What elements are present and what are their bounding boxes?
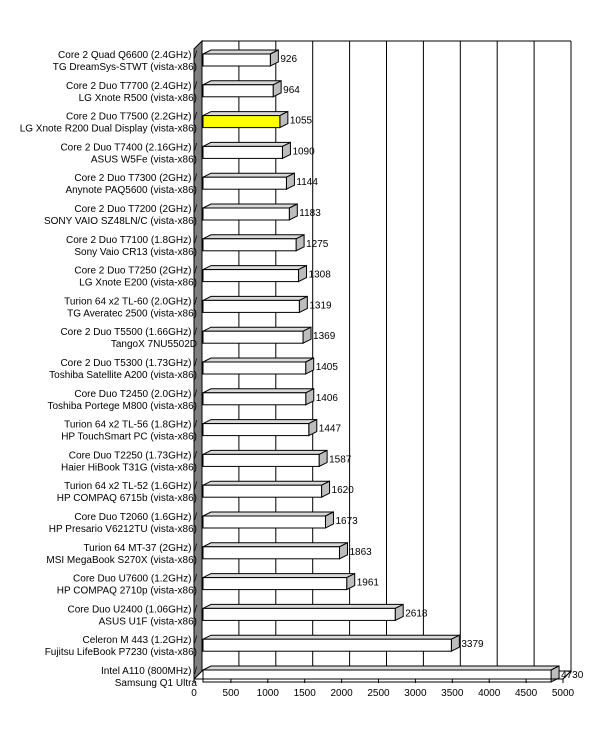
category-label-line2: ASUS U1F (vista-x86) bbox=[98, 616, 197, 628]
category-label-line2: Haier HiBook T31G (vista-x86) bbox=[61, 462, 197, 474]
category-label-line1: Celeron M 443 (1.2GHz) / bbox=[82, 635, 197, 647]
category-label-line1: Core 2 Duo T7250 (2GHz) / bbox=[74, 265, 197, 277]
category-label-line2: LG Xnote R200 Dual Display (vista-x86) bbox=[19, 123, 197, 135]
x-tick-label: 2000 bbox=[330, 688, 353, 699]
category-label-line2: HP Presario V6212TU (vista-x86) bbox=[48, 524, 197, 535]
bar bbox=[203, 485, 322, 497]
bar-top-face bbox=[203, 420, 317, 424]
value-label: 1275 bbox=[306, 238, 329, 250]
bar bbox=[203, 393, 306, 405]
bar bbox=[203, 54, 270, 66]
bar-top-face bbox=[203, 235, 304, 239]
bar-top-face bbox=[203, 81, 281, 85]
category-label-line2: TG Averatec 2500 (vista-x86) bbox=[67, 308, 197, 320]
category-label-line2: HP TouchSmart PC (vista-x86) bbox=[61, 431, 197, 443]
category-label-line1: Core 2 Duo T5300 (1.73GHz) / bbox=[60, 358, 197, 369]
category-labels bbox=[20, 50, 198, 689]
x-tick-label: 1000 bbox=[256, 688, 279, 699]
bar bbox=[203, 516, 325, 528]
category-label-line1: Core 2 Duo T7400 (2.16GHz) / bbox=[60, 142, 197, 154]
bar-top-face bbox=[203, 358, 314, 362]
bar-top-face bbox=[203, 142, 290, 146]
bar-top-face bbox=[203, 666, 559, 670]
bar bbox=[203, 239, 296, 251]
category-label-line1: Core 2 Duo T7300 (2GHz) / bbox=[74, 173, 197, 185]
bar-top-face bbox=[203, 389, 314, 393]
bar-top-face bbox=[203, 543, 347, 547]
x-tick-label: 0 bbox=[191, 688, 197, 699]
category-label-line2: Toshiba Portege M800 (vista-x86) bbox=[47, 400, 197, 412]
bar-top-face bbox=[203, 635, 459, 639]
category-label-line1: Core 2 Duo T7100 (1.8GHz) / bbox=[66, 234, 197, 246]
x-tick-label: 4000 bbox=[478, 688, 501, 699]
category-label-line1: Core 2 Duo T7200 (2GHz) / bbox=[74, 204, 197, 215]
value-label: 1308 bbox=[308, 269, 331, 281]
category-label-line2: LG Xnote E200 (vista-x86) bbox=[79, 277, 197, 289]
bar-top-face bbox=[203, 50, 278, 54]
bar bbox=[203, 300, 299, 312]
value-label: 1144 bbox=[296, 177, 318, 189]
x-tick-label: 500 bbox=[222, 688, 240, 699]
bar bbox=[203, 670, 551, 682]
category-label-line2: Fujitsu LifeBook P7230 (vista-x86) bbox=[44, 647, 197, 659]
category-label-line2: Sony Vaio CR13 (vista-x86) bbox=[74, 246, 197, 258]
value-label: 964 bbox=[283, 84, 300, 96]
x-tick-label: 1500 bbox=[293, 688, 316, 699]
bar bbox=[203, 424, 309, 436]
category-label-line2: MSI MegaBook S270X (vista-x86) bbox=[46, 554, 197, 566]
category-label-line2: LG Xnote R500 (vista-x86) bbox=[78, 92, 197, 104]
category-label-line2: ASUS W5Fe (vista-x86) bbox=[90, 154, 197, 166]
value-label: 1863 bbox=[349, 546, 372, 558]
bar bbox=[203, 270, 299, 282]
category-label-line1: Turion 64 x2 TL-56 (1.8GHz) / bbox=[64, 419, 197, 431]
category-label-line1: Turion 64 x2 TL-52 (1.6GHz) / bbox=[64, 481, 197, 493]
bar-top-face bbox=[203, 327, 311, 331]
category-label-line1: Core 2 Duo T7700 (2.4GHz) / bbox=[66, 80, 197, 92]
bar-top-face bbox=[203, 574, 355, 578]
value-label: 926 bbox=[280, 54, 298, 65]
category-label-line1: Core Duo T2060 (1.6GHz) / bbox=[74, 512, 197, 523]
bar-top-face bbox=[203, 204, 297, 208]
category-label-line2: TG DreamSys-STWT (vista-x86) bbox=[52, 62, 197, 73]
value-label: 1406 bbox=[315, 392, 339, 404]
value-label: 1620 bbox=[331, 485, 354, 497]
bar bbox=[203, 608, 395, 620]
value-label: 1055 bbox=[289, 115, 313, 127]
value-label: 2618 bbox=[405, 608, 428, 620]
category-label-line1: Core 2 Duo T5500 (1.66GHz) / bbox=[60, 327, 197, 339]
bar-top-face bbox=[203, 266, 307, 270]
bar-highlighted bbox=[203, 116, 280, 128]
category-label-line2: Samsung Q1 Ultra bbox=[114, 678, 197, 689]
value-label: 1961 bbox=[356, 577, 379, 589]
bar bbox=[203, 362, 306, 374]
bar bbox=[203, 547, 339, 559]
x-tick-label: 4500 bbox=[514, 688, 538, 699]
x-tick-label: 3500 bbox=[441, 688, 464, 699]
category-label-line2: HP COMPAQ 6715b (vista-x86) bbox=[56, 493, 197, 505]
category-label-line1: Turion 64 x2 TL-60 (2.0GHz) / bbox=[64, 296, 197, 308]
bar-top-face bbox=[203, 512, 333, 516]
x-tick-label: 3000 bbox=[404, 688, 427, 699]
value-label: 1183 bbox=[299, 208, 321, 219]
bar bbox=[203, 331, 303, 343]
category-label-line1: Core Duo U7600 (1.2GHz) / bbox=[73, 573, 197, 585]
bar-top-face bbox=[203, 173, 294, 177]
bar bbox=[203, 578, 347, 590]
x-tick-label: 2500 bbox=[367, 688, 390, 699]
category-label-line1: Turion 64 MT-37 (2GHz) / bbox=[83, 542, 197, 554]
category-label-line1: Intel A110 (800MHz) / bbox=[101, 666, 197, 677]
category-label-line1: Core Duo T2450 (2.0GHz) / bbox=[74, 388, 197, 400]
bar-top-face bbox=[203, 450, 327, 454]
bar-top-face bbox=[203, 296, 307, 300]
bar-top-face bbox=[203, 112, 288, 116]
value-label: 1319 bbox=[309, 300, 332, 312]
category-label-line1: Core Duo U2400 (1.06GHz) / bbox=[67, 604, 197, 616]
bar bbox=[203, 639, 451, 651]
bar bbox=[203, 454, 319, 466]
value-label: 1405 bbox=[315, 362, 338, 373]
bars bbox=[203, 50, 559, 682]
bar bbox=[203, 208, 289, 220]
value-label: 3379 bbox=[461, 639, 484, 651]
bar-top-face bbox=[203, 604, 403, 608]
value-label: 4730 bbox=[561, 670, 584, 681]
category-label-line1: Core Duo T2250 (1.73GHz) / bbox=[68, 450, 197, 462]
value-label: 1369 bbox=[313, 331, 336, 343]
category-label-line1: Core 2 Quad Q6600 (2.4GHz) / bbox=[58, 50, 197, 61]
value-label: 1587 bbox=[329, 454, 352, 466]
category-label-line2: Toshiba Satellite A200 (vista-x86) bbox=[49, 370, 197, 381]
bar bbox=[203, 177, 286, 189]
category-label-line2: TangoX 7NU5502D bbox=[110, 339, 197, 351]
bar bbox=[203, 146, 282, 158]
category-label-line2: HP COMPAQ 2710p (vista-x86) bbox=[56, 585, 197, 597]
category-label-line2: Anynote PAQ5600 (vista-x86) bbox=[65, 185, 197, 197]
x-tick-label: 5000 bbox=[551, 688, 575, 699]
value-label: 1673 bbox=[335, 516, 358, 527]
category-label-line2: SONY VAIO SZ48LN/C (vista-x86) bbox=[43, 216, 197, 227]
bar-top-face bbox=[203, 481, 330, 485]
value-label: 1090 bbox=[292, 146, 315, 158]
value-label: 1447 bbox=[318, 423, 342, 435]
category-label-line1: Core 2 Duo T7500 (2.2GHz) / bbox=[66, 111, 197, 123]
bar bbox=[203, 85, 273, 97]
